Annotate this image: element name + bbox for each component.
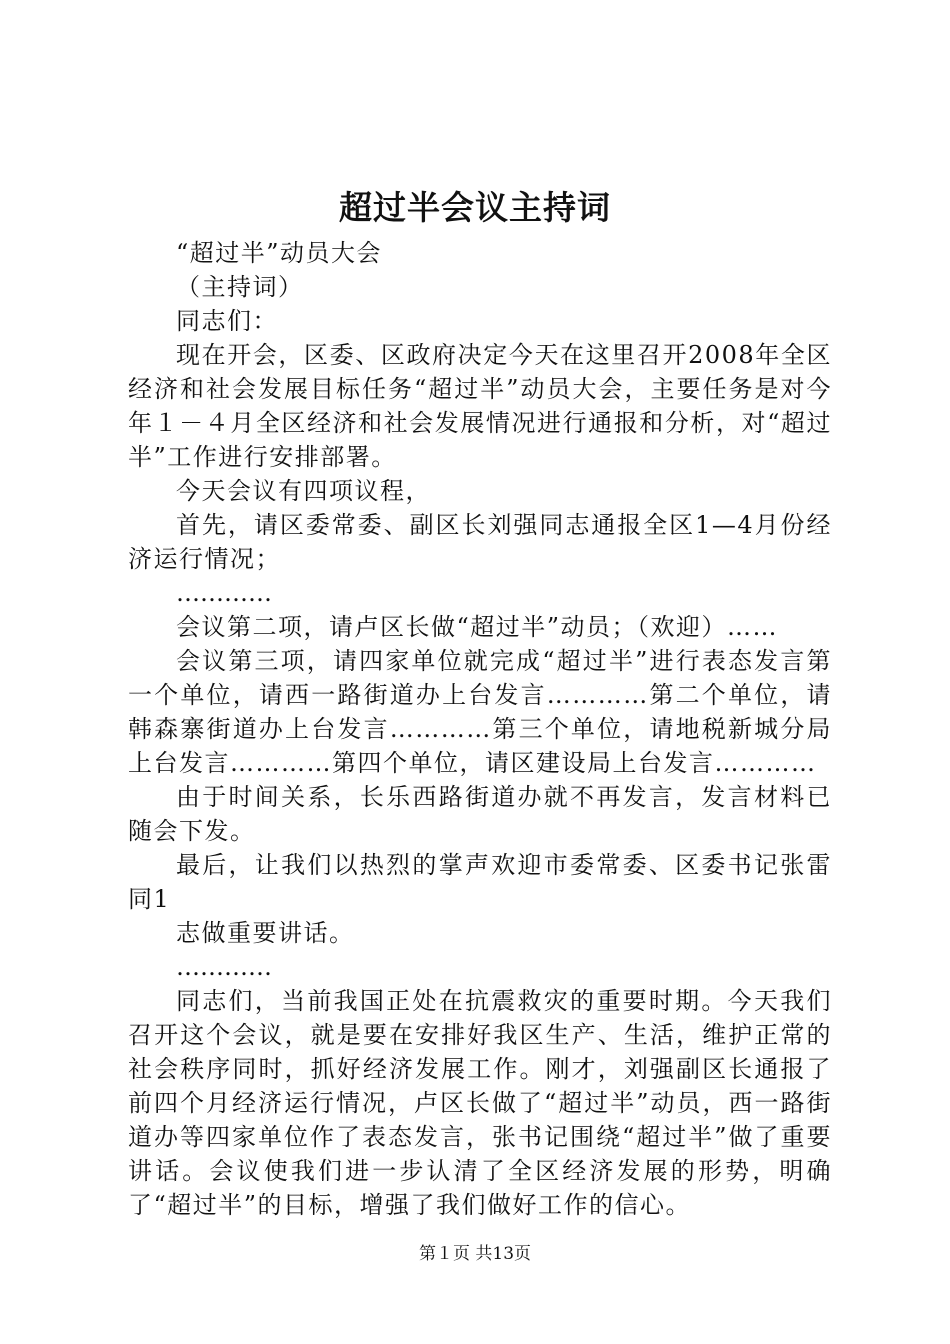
paragraph-agenda-last: 最后，让我们以热烈的掌声欢迎市委常委、区委书记张雷同1 bbox=[128, 851, 832, 913]
page-footer: 第１页 共13页 bbox=[418, 1244, 532, 1264]
paragraph-salutation: 同志们： bbox=[176, 307, 278, 335]
paragraph-meeting-name: “超过半”动员大会 bbox=[176, 239, 383, 267]
paragraph-subtitle: （主持词） bbox=[176, 273, 304, 301]
paragraph-agenda-third: 会议第三项，请四家单位就完成“超过半”进行表态发言第一个单位，请西一路街道办上台发言…………第二个单位，请韩森寨街道办上台发言…………第三个单位，请地税新城分局上台发言…………第四个单位，请区建设局上台发言………… bbox=[128, 647, 832, 777]
paragraph-ellipsis-2: ………… bbox=[176, 953, 272, 981]
paragraph-ellipsis-1: ………… bbox=[176, 579, 272, 607]
paragraph-agenda-intro: 今天会议有四项议程， bbox=[176, 477, 431, 505]
paragraph-opening: 现在开会，区委、区政府决定今天在这里召开2008年全区经济和社会发展目标任务“超过半”动员大会，主要任务是对今年１－４月全区经济和社会发展情况进行通报和分析，对“超过半”工作进行安排部署。 bbox=[128, 341, 832, 471]
paragraph-summary: 同志们，当前我国正处在抗震救灾的重要时期。今天我们召开这个会议，就是要在安排好我区生产、生活，维护正常的社会秩序同时，抓好经济发展工作。刚才，刘强副区长通报了前四个月经济运行情况，卢区长做了“超过半”动员，西一路街道办等四家单位作了表态发言，张书记围绕“超过半”做了重要讲话。会议使我们进一步认清了全区经济发展的形势，明确了“超过半”的目标，增强了我们做好工作的信心。 bbox=[128, 987, 832, 1219]
paragraph-speech: 志做重要讲话。 bbox=[176, 919, 355, 947]
paragraph-agenda-second: 会议第二项，请卢区长做“超过半”动员；（欢迎）…… bbox=[176, 613, 779, 641]
document-body bbox=[128, 236, 832, 1222]
document-title: 超过半会议主持词 bbox=[339, 188, 611, 227]
paragraph-time-note: 由于时间关系，长乐西路街道办就不再发言，发言材料已随会下发。 bbox=[128, 783, 832, 845]
paragraph-agenda-first: 首先，请区委常委、副区长刘强同志通报全区1—4月份经济运行情况； bbox=[128, 511, 832, 573]
